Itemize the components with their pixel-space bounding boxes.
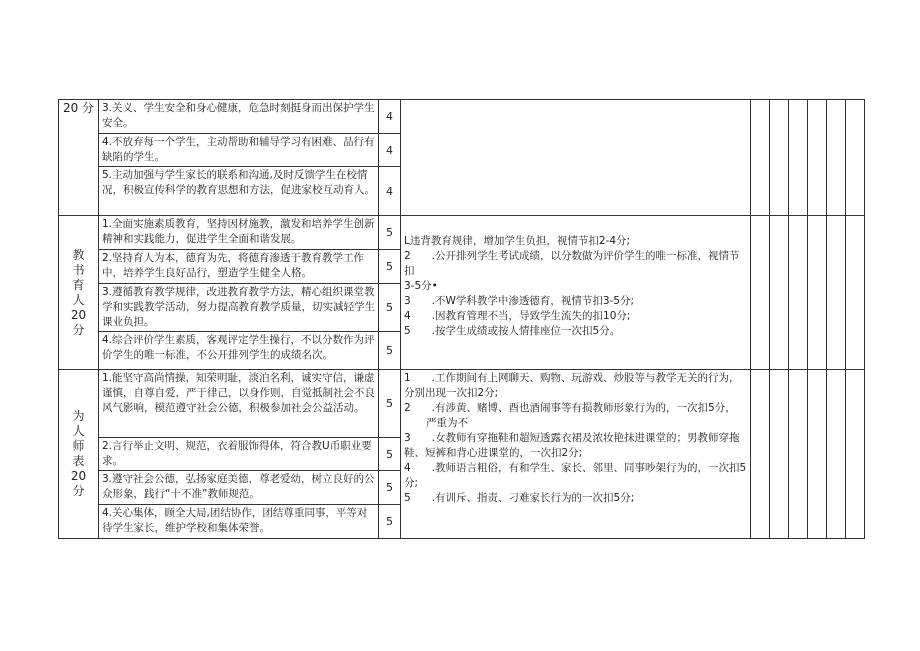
category-label: 20 分 (62, 101, 95, 115)
rule-line: 2 .公开排列学生考试成绩，以分数做为评价学生的唯一标准，视情节扣 (404, 250, 740, 277)
criterion-cell: 4.关心集体，顾全大局,团结协作，团结尊重同事，平等对待学生家长，维护学校和集体荣誉。 (99, 505, 379, 539)
rules-cell (401, 100, 751, 216)
category-char: 师 (72, 439, 85, 453)
evaluation-table (58, 99, 865, 539)
blank-cell (846, 370, 865, 539)
score-cell: 5 (379, 332, 401, 370)
criterion-cell: 3.关义、学生安全和身心健康，危急时刻挺身而出保护学生安全。 (99, 100, 379, 134)
blank-cell (751, 370, 770, 539)
blank-cell (846, 216, 865, 370)
rule-line: 3-5分• (404, 280, 438, 292)
category-char: 20 (70, 469, 87, 483)
criterion-cell: 4.综合评价学生素质，客观评定学生操行，不以分数作为评价学生的唯一标准，不公开排列学生的成绩名次。 (99, 332, 379, 370)
category-char: 书 (72, 262, 85, 277)
score-cell: 5 (379, 216, 401, 250)
rules-cell (401, 216, 751, 370)
criterion-cell: 3.遵守社会公德，弘扬家庭美德，尊老爱幼，树立良好的公众形象，践行“十不准”教师规范。 (99, 471, 379, 505)
blank-cell (827, 100, 846, 216)
category-char: 教 (72, 247, 85, 262)
rule-line: 5 .按学生成绩或按人情排座位一次扣5分。 (404, 325, 621, 337)
blank-cell (789, 216, 808, 370)
category-char: 人 (72, 292, 85, 307)
criterion-cell: 5.主动加强与学生家长的联系和沟通,及时反馈学生在校情况，积极宣传科学的教育思想和方法，促进家校互动育人。 (99, 167, 379, 216)
category-cell-2 (59, 216, 99, 370)
category-char: 育 (72, 277, 85, 292)
blank-cell (770, 100, 789, 216)
blank-cell (789, 370, 808, 539)
category-char: 20 (70, 307, 87, 322)
rule-line: 5 .有训斥、指责、刁难家长行为的一次扣5分; (404, 492, 635, 504)
rule-line: 4 .教师语言粗俗，有和学生、家长、邻里、同事吵架行为的，一次扣5分; (404, 462, 747, 489)
score-cell: 5 (379, 284, 401, 332)
category-char: 分 (72, 484, 85, 498)
rule-line: 2 .有涉黄、赌博、酉也酒闹事等有损教师形象行为的，一次扣5分， (404, 402, 736, 414)
blank-cell (808, 216, 827, 370)
blank-cell (789, 100, 808, 216)
category-char: 表 (72, 454, 85, 468)
blank-cell (827, 216, 846, 370)
blank-cell (770, 216, 789, 370)
rule-line: 严重为不 (426, 417, 468, 429)
category-cell-3 (59, 370, 99, 539)
score-cell: 4 (379, 100, 401, 134)
criterion-cell: 3.遵循教育教学规律，改进教育教学方法，精心组织课堂教学和实践教学活动，努力提高教育教学质量，切实减轻学生课业负担。 (99, 284, 379, 332)
rule-line: 3 .女教师有穿拖鞋和超短透露衣裙及浓妆艳抹进课堂的；男教师穿拖鞋、短裤和背心进课堂的，一次扣2分; (404, 432, 740, 459)
criterion-cell: 1.全面实施素质教育，坚持因材施教，激发和培养学生创新精神和实践能力，促进学生全面和谐发展。 (99, 216, 379, 250)
rule-line: L违背教育规律，增加学生负担，视情节扣2-4分; (404, 235, 631, 247)
score-cell: 5 (379, 370, 401, 438)
blank-cell (770, 370, 789, 539)
criterion-cell: 1.能坚守高尚情操，知荣明耻，淡泊名利，诚实守信，谦虚谨慎，自尊自爱，严于律己，以身作则，自觉抵制社会不良风气影响，模范遵守社会公德，积极参加社会公益活动。 (99, 370, 379, 438)
category-char: 分 (72, 322, 85, 337)
blank-cell (808, 100, 827, 216)
score-cell: 4 (379, 134, 401, 167)
blank-cell (751, 216, 770, 370)
score-cell: 5 (379, 471, 401, 505)
score-cell: 5 (379, 505, 401, 539)
criterion-cell: 2.言行举止文明、规范，衣着服饰得体，符合教U币职业要求。 (99, 438, 379, 471)
blank-cell (827, 370, 846, 539)
score-cell: 4 (379, 167, 401, 216)
blank-cell (846, 100, 865, 216)
blank-cell (808, 370, 827, 539)
score-cell: 5 (379, 250, 401, 284)
rule-line: 1 .工作期间有上网聊天、购物、玩游戏、炒股等与教学无关的行为，分别出现一次扣2分; (404, 372, 740, 399)
criterion-cell: 4.不放弃每一个学生，主动帮助和辅导学习有困难、品行有缺陷的学生。 (99, 134, 379, 167)
category-char: 人 (72, 424, 85, 438)
category-cell-1 (59, 100, 99, 216)
rule-line: 4 .因教育管理不当，导致学生流失的扣10分; (404, 310, 631, 322)
criterion-cell: 2.坚持育人为本，德育为先，将德育渗透于教育教学工作中，培养学生良好品行，塑造学生健全人格。 (99, 250, 379, 284)
category-char: 为 (72, 409, 85, 423)
blank-cell (751, 100, 770, 216)
rules-cell (401, 370, 751, 539)
rule-line: 3 .不W学科教学中渗透德育，视情节扣3-5分; (404, 295, 635, 307)
score-cell: 5 (379, 438, 401, 471)
